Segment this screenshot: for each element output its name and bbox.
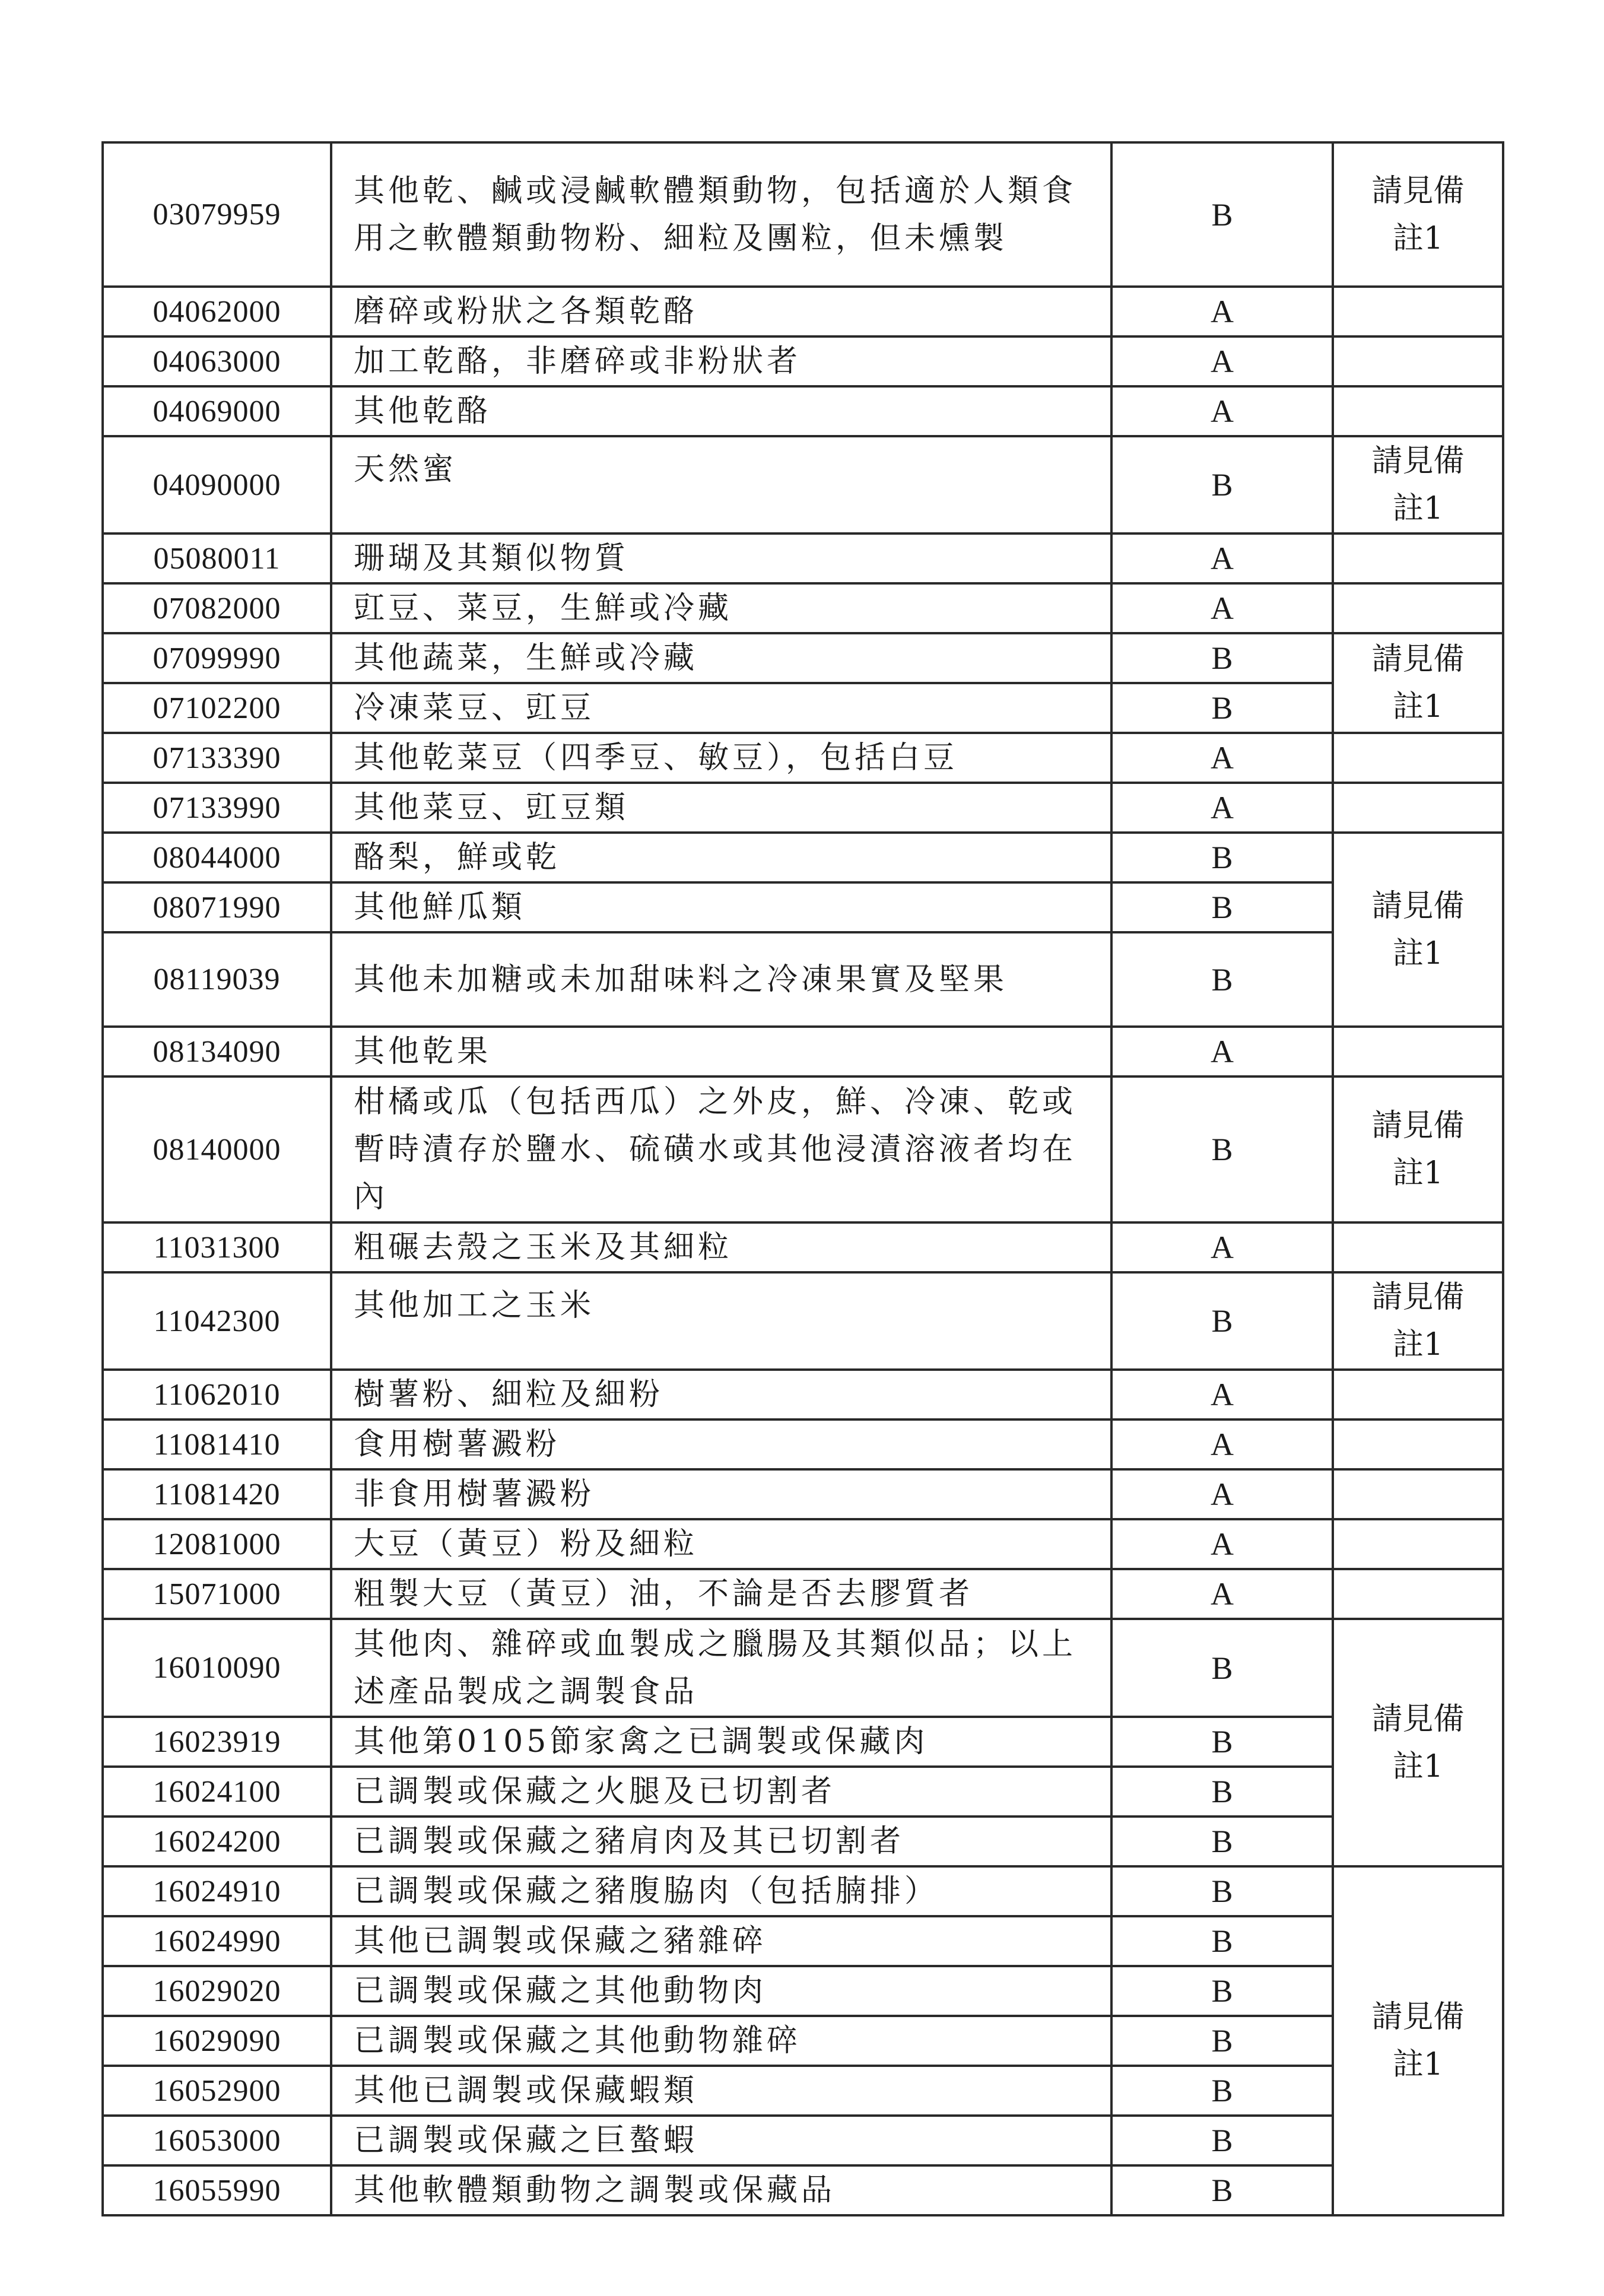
tariff-code: 16055990: [103, 2165, 331, 2215]
table-row: [103, 142, 1503, 287]
remark-empty: [1333, 1370, 1503, 1419]
category: B: [1111, 142, 1333, 287]
remark-note: 請見備註1: [1333, 142, 1503, 287]
tariff-code: 07133990: [103, 783, 331, 833]
category: A: [1111, 287, 1333, 336]
category: B: [1111, 833, 1333, 882]
category: B: [1111, 1916, 1333, 1966]
category: A: [1111, 1469, 1333, 1519]
category: B: [1111, 633, 1333, 683]
category: B: [1111, 1619, 1333, 1717]
category: B: [1111, 1076, 1333, 1222]
tariff-code: 08044000: [103, 833, 331, 882]
tariff-code: 15071000: [103, 1569, 331, 1619]
item-description: 天然蜜: [331, 436, 1111, 533]
remark-empty: [1333, 1222, 1503, 1272]
category: A: [1111, 733, 1333, 783]
category: B: [1111, 932, 1333, 1027]
remark-note: 請見備註1: [1333, 633, 1503, 733]
item-description: 豇豆、菜豆，生鮮或冷藏: [331, 583, 1111, 633]
tariff-code: 16024200: [103, 1817, 331, 1866]
item-description: 柑橘或瓜（包括西瓜）之外皮，鮮、冷凍、乾或暫時漬存於鹽水、硫磺水或其他浸漬溶液者均在內: [331, 1076, 1111, 1222]
table-row: [103, 1076, 1503, 1222]
item-description: 樹薯粉、細粒及細粉: [331, 1370, 1111, 1419]
item-description: 其他菜豆、豇豆類: [331, 783, 1111, 833]
table-row: [103, 1817, 1503, 1866]
item-description: 大豆（黃豆）粉及細粒: [331, 1519, 1111, 1569]
item-description: 已調製或保藏之豬肩肉及其已切割者: [331, 1817, 1111, 1866]
category: A: [1111, 533, 1333, 583]
item-description: 已調製或保藏之其他動物肉: [331, 1966, 1111, 2016]
table-row: [103, 1767, 1503, 1817]
remark-note: 請見備註1: [1333, 1076, 1503, 1222]
remark-empty: [1333, 783, 1503, 833]
category: B: [1111, 1767, 1333, 1817]
table-row: [103, 882, 1503, 932]
item-description: 其他鮮瓜類: [331, 882, 1111, 932]
table-row: [103, 2066, 1503, 2116]
table-row: [103, 287, 1503, 336]
tariff-code: 04069000: [103, 386, 331, 436]
item-description: 已調製或保藏之其他動物雜碎: [331, 2016, 1111, 2066]
tariff-code: 04090000: [103, 436, 331, 533]
item-description: 已調製或保藏之火腿及已切割者: [331, 1767, 1111, 1817]
tariff-code: 04063000: [103, 336, 331, 386]
item-description: 其他乾果: [331, 1027, 1111, 1076]
item-description: 食用樹薯澱粉: [331, 1419, 1111, 1469]
item-description: 其他未加糖或未加甜味料之冷凍果實及堅果: [331, 932, 1111, 1027]
table-row: [103, 1272, 1503, 1370]
item-description: 其他第0105節家禽之已調製或保藏肉: [331, 1717, 1111, 1767]
item-description: 其他蔬菜，生鮮或冷藏: [331, 633, 1111, 683]
tariff-code: 16053000: [103, 2116, 331, 2165]
category: A: [1111, 1519, 1333, 1569]
table-row: [103, 683, 1503, 733]
item-description: 其他軟體類動物之調製或保藏品: [331, 2165, 1111, 2215]
item-description: 珊瑚及其類似物質: [331, 533, 1111, 583]
tariff-code: 16024100: [103, 1767, 331, 1817]
table-row: [103, 1619, 1503, 1717]
table-row: [103, 2016, 1503, 2066]
item-description: 其他已調製或保藏蝦類: [331, 2066, 1111, 2116]
table-row: [103, 1966, 1503, 2016]
table-row: [103, 1222, 1503, 1272]
table-row: [103, 1717, 1503, 1767]
table-row: [103, 833, 1503, 882]
table-row: [103, 633, 1503, 683]
item-description: 粗碾去殼之玉米及其細粒: [331, 1222, 1111, 1272]
item-description: 其他加工之玉米: [331, 1272, 1111, 1370]
category: B: [1111, 1966, 1333, 2016]
table-row: [103, 436, 1503, 533]
item-description: 粗製大豆（黃豆）油，不論是否去膠質者: [331, 1569, 1111, 1619]
table-row: [103, 1419, 1503, 1469]
tariff-code: 08140000: [103, 1076, 331, 1222]
remark-note: 請見備註1: [1333, 1866, 1503, 2215]
tariff-code: 16010090: [103, 1619, 331, 1717]
tariff-code: 16024910: [103, 1866, 331, 1916]
category: B: [1111, 2116, 1333, 2165]
category: B: [1111, 683, 1333, 733]
category: B: [1111, 2016, 1333, 2066]
remark-empty: [1333, 1519, 1503, 1569]
tariff-code: 08134090: [103, 1027, 331, 1076]
table-row: [103, 2165, 1503, 2215]
table-row: [103, 1569, 1503, 1619]
remark-note: 請見備註1: [1333, 1619, 1503, 1866]
tariff-table: [101, 141, 1504, 2216]
tariff-code: 05080011: [103, 533, 331, 583]
tariff-code: 11081410: [103, 1419, 331, 1469]
tariff-code: 11042300: [103, 1272, 331, 1370]
table-row: [103, 2116, 1503, 2165]
tariff-code: 11081420: [103, 1469, 331, 1519]
item-description: 其他乾、鹹或浸鹹軟體類動物，包括適於人類食用之軟體類動物粉、細粒及團粒，但未燻製: [331, 142, 1111, 287]
remark-empty: [1333, 1469, 1503, 1519]
table-row: [103, 1519, 1503, 1569]
remark-note: 請見備註1: [1333, 1272, 1503, 1370]
table-row: [103, 583, 1503, 633]
item-description: 其他乾菜豆（四季豆、敏豆），包括白豆: [331, 733, 1111, 783]
remark-note: 請見備註1: [1333, 833, 1503, 1027]
item-description: 酪梨，鮮或乾: [331, 833, 1111, 882]
remark-empty: [1333, 1027, 1503, 1076]
item-description: 非食用樹薯澱粉: [331, 1469, 1111, 1519]
remark-empty: [1333, 336, 1503, 386]
tariff-code: 07099990: [103, 633, 331, 683]
item-description: 已調製或保藏之豬腹脇肉（包括腩排）: [331, 1866, 1111, 1916]
category: B: [1111, 1866, 1333, 1916]
item-description: 其他肉、雜碎或血製成之臘腸及其類似品；以上述產品製成之調製食品: [331, 1619, 1111, 1717]
category: A: [1111, 583, 1333, 633]
tariff-code: 12081000: [103, 1519, 331, 1569]
table-row: [103, 932, 1503, 1027]
category: B: [1111, 2066, 1333, 2116]
tariff-code: 08071990: [103, 882, 331, 932]
item-description: 加工乾酪，非磨碎或非粉狀者: [331, 336, 1111, 386]
table-row: [103, 783, 1503, 833]
category: B: [1111, 2165, 1333, 2215]
remark-empty: [1333, 1569, 1503, 1619]
tariff-code: 16052900: [103, 2066, 331, 2116]
category: B: [1111, 1272, 1333, 1370]
table-row: [103, 1469, 1503, 1519]
category: A: [1111, 336, 1333, 386]
table-row: [103, 386, 1503, 436]
category: A: [1111, 386, 1333, 436]
table-row: [103, 1027, 1503, 1076]
remark-empty: [1333, 287, 1503, 336]
category: A: [1111, 1222, 1333, 1272]
tariff-code: 16029090: [103, 2016, 331, 2066]
table-row: [103, 1370, 1503, 1419]
item-description: 其他乾酪: [331, 386, 1111, 436]
tariff-code: 03079959: [103, 142, 331, 287]
category: B: [1111, 436, 1333, 533]
remark-empty: [1333, 583, 1503, 633]
category: A: [1111, 783, 1333, 833]
tariff-code: 16029020: [103, 1966, 331, 2016]
remark-empty: [1333, 386, 1503, 436]
category: A: [1111, 1569, 1333, 1619]
category: B: [1111, 1817, 1333, 1866]
remark-empty: [1333, 533, 1503, 583]
remark-note: 請見備註1: [1333, 436, 1503, 533]
tariff-code: 07102200: [103, 683, 331, 733]
item-description: 其他已調製或保藏之豬雜碎: [331, 1916, 1111, 1966]
tariff-code: 07082000: [103, 583, 331, 633]
category: A: [1111, 1370, 1333, 1419]
remark-empty: [1333, 1419, 1503, 1469]
table-row: [103, 336, 1503, 386]
tariff-code: 04062000: [103, 287, 331, 336]
tariff-code: 16024990: [103, 1916, 331, 1966]
tariff-code: 11062010: [103, 1370, 331, 1419]
tariff-code: 16023919: [103, 1717, 331, 1767]
table-row: [103, 1866, 1503, 1916]
category: A: [1111, 1419, 1333, 1469]
tariff-code: 07133390: [103, 733, 331, 783]
category: B: [1111, 882, 1333, 932]
remark-empty: [1333, 733, 1503, 783]
table-row: [103, 733, 1503, 783]
tariff-code: 11031300: [103, 1222, 331, 1272]
item-description: 磨碎或粉狀之各類乾酪: [331, 287, 1111, 336]
item-description: 已調製或保藏之巨螯蝦: [331, 2116, 1111, 2165]
item-description: 冷凍菜豆、豇豆: [331, 683, 1111, 733]
tariff-code: 08119039: [103, 932, 331, 1027]
category: A: [1111, 1027, 1333, 1076]
table-row: [103, 533, 1503, 583]
table-row: [103, 1916, 1503, 1966]
category: B: [1111, 1717, 1333, 1767]
